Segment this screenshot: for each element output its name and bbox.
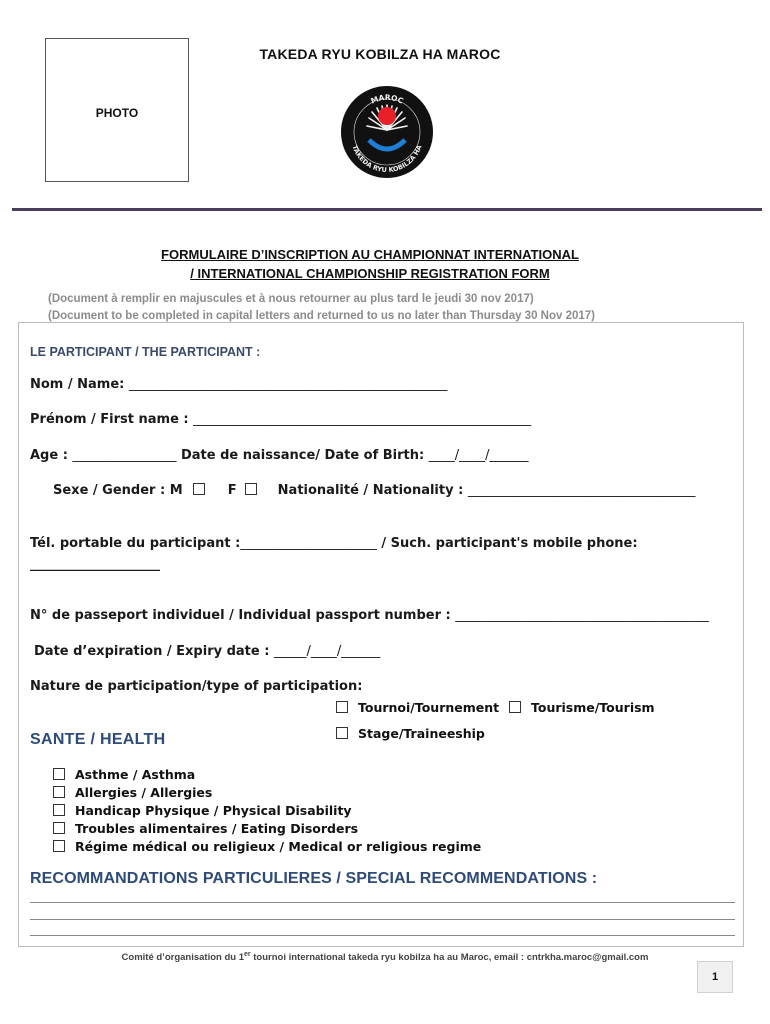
gender-f-checkbox[interactable] <box>245 483 257 495</box>
disability-checkbox[interactable] <box>53 804 65 816</box>
logo-bottom-text: TAKEDA RYU KOBILZA HA <box>350 144 424 175</box>
phone-label-en: / Such. participant's mobile phone: <box>381 536 638 551</box>
photo-label: PHOTO <box>95 106 139 120</box>
health-item-asthma[interactable] <box>53 767 195 782</box>
dob-label: Date de naissance/ Date of Birth: <box>180 448 425 463</box>
phone-line-2[interactable]: ____________________ <box>30 557 160 572</box>
footer-text-after: tournoi international takeda ryu kobilza ha au Maroc, email : cntrkha.maroc@gmail.com <box>250 952 649 964</box>
regime-label: Régime médical ou religieux / Medical or religious regime <box>75 839 482 854</box>
eating-checkbox[interactable] <box>53 822 65 834</box>
tournament-label: Tournoi/Tournement <box>358 700 500 715</box>
instruction-note-fr: (Document à remplir en majuscules et à nous retourner au plus tard le jeudi 30 nov 2017) <box>48 293 534 305</box>
footer-text <box>30 951 740 963</box>
allergies-label: Allergies / Allergies <box>75 785 213 800</box>
name-field[interactable] <box>30 377 447 392</box>
nationality-line[interactable]: ___________________________________ <box>467 483 696 498</box>
club-logo <box>339 84 435 180</box>
allergies-checkbox[interactable] <box>53 786 65 798</box>
health-heading: SANTE / HEALTH <box>30 731 166 748</box>
tournament-checkbox[interactable] <box>336 701 348 713</box>
tourism-label: Tourisme/Tourism <box>531 700 655 715</box>
firstname-line[interactable]: ____________________________________________________ <box>193 412 532 427</box>
form-title-line2: / INTERNATIONAL CHAMPIONSHIP REGISTRATION FORM <box>190 266 550 281</box>
regime-checkbox[interactable] <box>53 840 65 852</box>
expiry-line[interactable]: _____/____/______ <box>273 644 381 659</box>
disability-label: Handicap Physique / Physical Disability <box>75 803 352 818</box>
gender-m-checkbox[interactable] <box>193 483 205 495</box>
age-dob-row <box>30 448 529 463</box>
recommendation-line[interactable] <box>30 935 735 936</box>
header-divider <box>12 208 762 211</box>
passport-row <box>30 608 709 623</box>
firstname-field[interactable] <box>30 412 531 427</box>
health-item-allergies[interactable] <box>53 785 212 800</box>
phone-line[interactable]: _____________________ <box>240 536 377 551</box>
recommendations-heading: RECOMMANDATIONS PARTICULIERES / SPECIAL RECOMMENDATIONS : <box>30 870 598 887</box>
health-item-regime[interactable] <box>53 839 481 854</box>
nationality-label: Nationalité / Nationality : <box>277 483 464 498</box>
expiry-label: Date d’expiration / Expiry date : <box>34 644 270 659</box>
recommendation-line[interactable] <box>30 902 735 903</box>
footer-text-before: Comité d’organisation du 1 <box>121 952 244 964</box>
dob-line[interactable]: ____/____/______ <box>428 448 529 463</box>
traineeship-label: Stage/Traineeship <box>358 726 485 741</box>
passport-line[interactable]: _______________________________________ <box>455 608 709 623</box>
option-tourism[interactable] <box>509 700 655 715</box>
gender-label: Sexe / Gender : M <box>53 483 183 498</box>
form-title-line1: FORMULAIRE D’INSCRIPTION AU CHAMPIONNAT INTERNATIONAL <box>161 247 579 262</box>
expiry-row <box>34 644 380 659</box>
passport-label: N° de passeport individuel / Individual passport number : <box>30 608 451 623</box>
traineeship-checkbox[interactable] <box>336 727 348 739</box>
logo-top-text: MAROC <box>369 92 405 106</box>
health-item-eating[interactable] <box>53 821 358 836</box>
age-line[interactable]: ________________ <box>72 448 177 463</box>
gender-nationality-row <box>53 483 695 498</box>
participant-heading: LE PARTICIPANT / THE PARTICIPANT : <box>30 345 261 359</box>
health-item-disability[interactable] <box>53 803 352 818</box>
recommendation-line[interactable] <box>30 919 735 920</box>
organization-title: TAKEDA RYU KOBILZA HA MAROC <box>259 46 501 62</box>
asthma-checkbox[interactable] <box>53 768 65 780</box>
asthma-label: Asthme / Asthma <box>75 767 196 782</box>
phone-label: Tél. portable du participant : <box>30 536 241 551</box>
participation-label: Nature de participation/type of participation: <box>30 679 363 694</box>
option-tournament[interactable] <box>336 700 499 715</box>
phone-row <box>30 536 638 551</box>
gender-f-label: F <box>227 483 237 498</box>
age-label: Age : <box>30 448 68 463</box>
footer-superscript: er <box>244 951 251 958</box>
name-label: Nom / Name: <box>30 377 125 392</box>
firstname-label: Prénom / First name : <box>30 412 189 427</box>
page-number: 1 <box>697 961 733 993</box>
instruction-note-en: (Document to be completed in capital letters and returned to us no later than Thursday 30 Nov 2017) <box>48 310 595 322</box>
eating-label: Troubles alimentaires / Eating Disorders <box>75 821 359 836</box>
option-traineeship[interactable] <box>336 726 485 741</box>
name-line[interactable]: _________________________________________________ <box>128 377 448 392</box>
tourism-checkbox[interactable] <box>509 701 521 713</box>
